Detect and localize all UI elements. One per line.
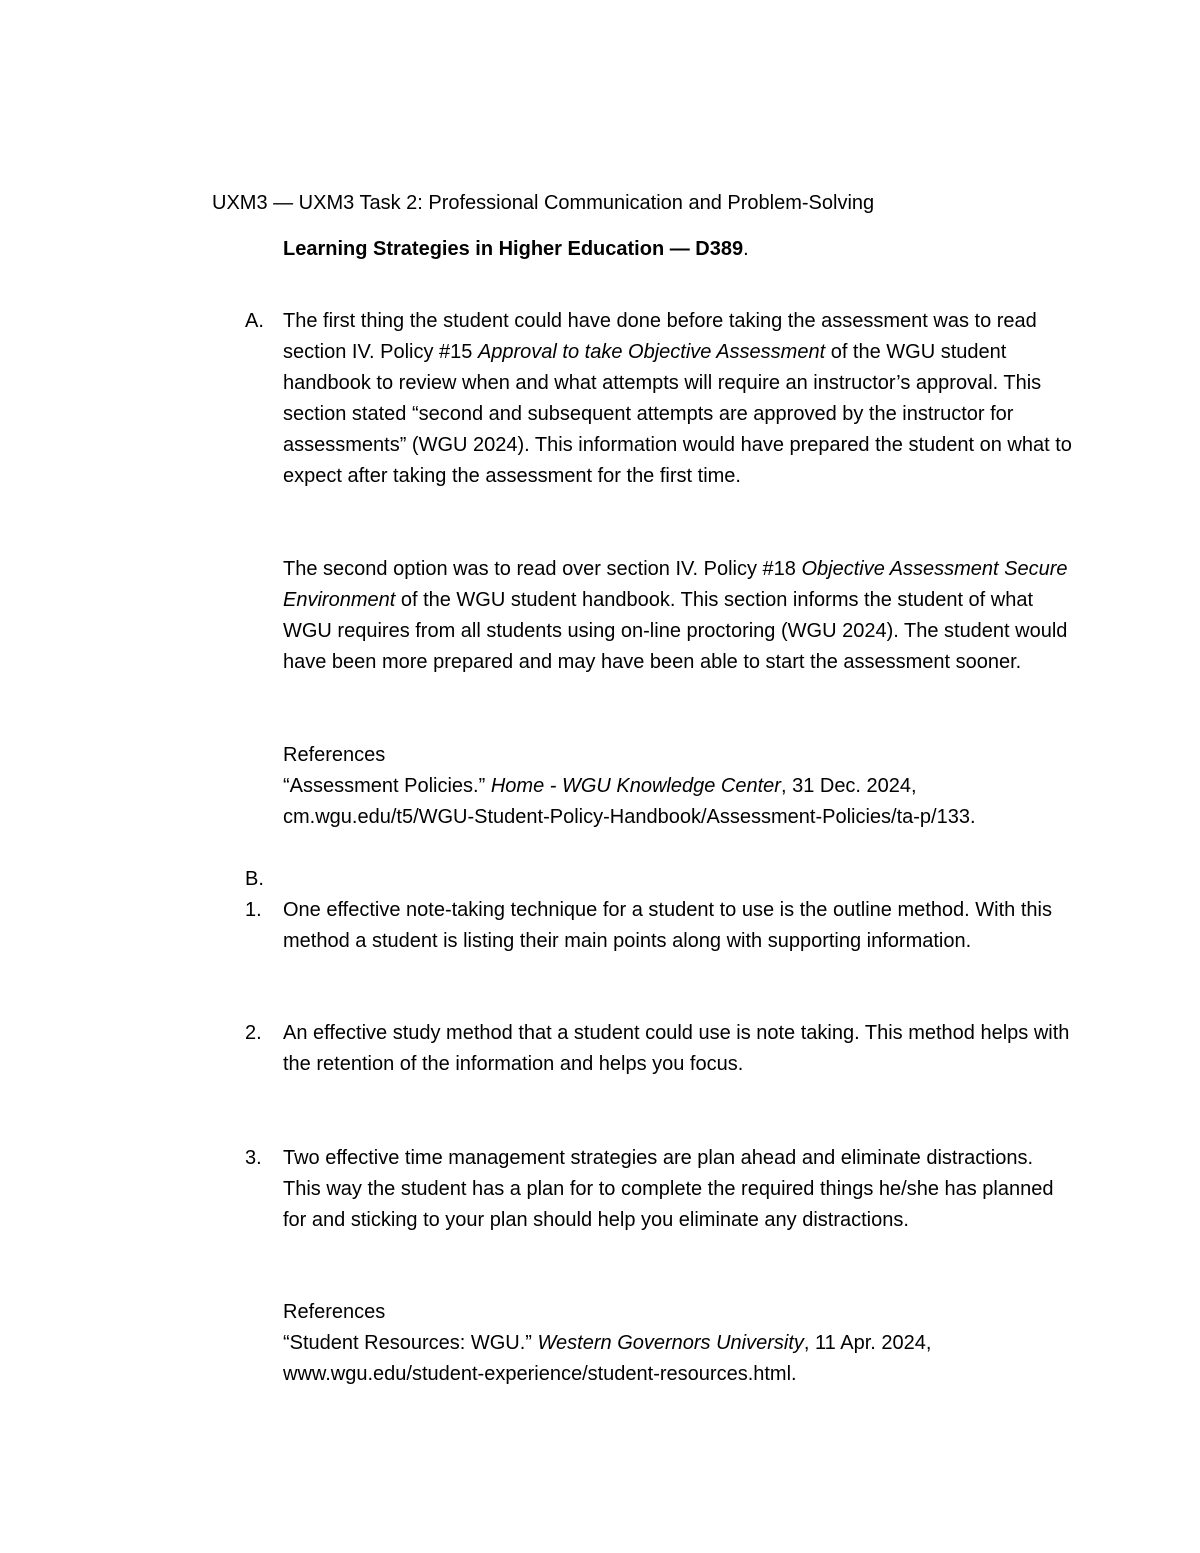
title-text: Learning Strategies in Higher Education — D389 <box>283 238 744 260</box>
references-heading: References <box>283 744 386 766</box>
list-item-3-marker: 3. <box>245 1147 262 1169</box>
list-item-2-marker: 2. <box>245 1022 262 1044</box>
reference-italic: Home - WGU Knowledge Center <box>490 775 781 797</box>
reference-text-1: “Assessment Policies.” <box>283 775 491 797</box>
list-item-2: An effective study method that a student could use is note taking. This method helps with the retention of the information and helps you focus. <box>283 1022 1070 1075</box>
para2-text-1: The second option was to read over section IV. Policy #18 <box>283 558 802 580</box>
course-line: UXM3 — UXM3 Task 2: Professional Communication and Problem-Solving <box>212 192 875 214</box>
reference-text-2: , 31 Dec. 2024, cm.wgu.edu/t5/WGU-Student-Policy-Handbook/Assessment-Policies/ta-p/133. <box>283 775 976 828</box>
document-title <box>283 234 749 265</box>
reference-entry <box>283 771 1073 833</box>
section-a-references <box>283 740 1073 833</box>
para1-text-2: of the WGU student handbook to review when and what attempts will require an instructor’s approval. This section stated “second and subsequent attempts are approved by the instructor for assessments” (WGU 2024). This information would have prepared the student on what to expect after taking the assessment for the first time. <box>283 341 1072 487</box>
reference-text-2: , 11 Apr. 2024, www.wgu.edu/student-experience/student-resources.html. <box>283 1332 932 1385</box>
list-item-1-marker: 1. <box>245 899 262 921</box>
section-a-paragraph-1 <box>283 306 1073 492</box>
para2-italic: Objective Assessment Secure Environment <box>283 558 1068 611</box>
section-b-marker: B. <box>245 868 264 890</box>
title-suffix: . <box>743 238 749 260</box>
list-item-1: One effective note-taking technique for a student to use is the outline method. With this method a student is listing their main points along with supporting information. <box>283 899 1052 952</box>
reference-entry <box>283 1328 1073 1390</box>
list-item-3: Two effective time management strategies are plan ahead and eliminate distractions. This way the student has a plan for to complete the required things he/she has planned for and sticking to your plan should help you eliminate any distractions. <box>283 1147 1054 1231</box>
section-b-references <box>283 1297 1073 1390</box>
reference-text-1: “Student Resources: WGU.” <box>283 1332 538 1354</box>
para1-italic: Approval to take Objective Assessment <box>477 341 826 363</box>
references-heading: References <box>283 1301 386 1323</box>
para2-text-2: of the WGU student handbook. This section informs the student of what WGU requires from all students using on-line proctoring (WGU 2024). The student would have been more prepared and may have been able to start the assessment sooner. <box>283 589 1068 673</box>
reference-italic: Western Governors University <box>537 1332 804 1354</box>
section-a-marker: A. <box>245 310 264 332</box>
section-a-paragraph-2 <box>283 554 1073 678</box>
para1-text-1: The first thing the student could have done before taking the assessment was to read section IV. Policy #15 <box>283 310 1037 363</box>
